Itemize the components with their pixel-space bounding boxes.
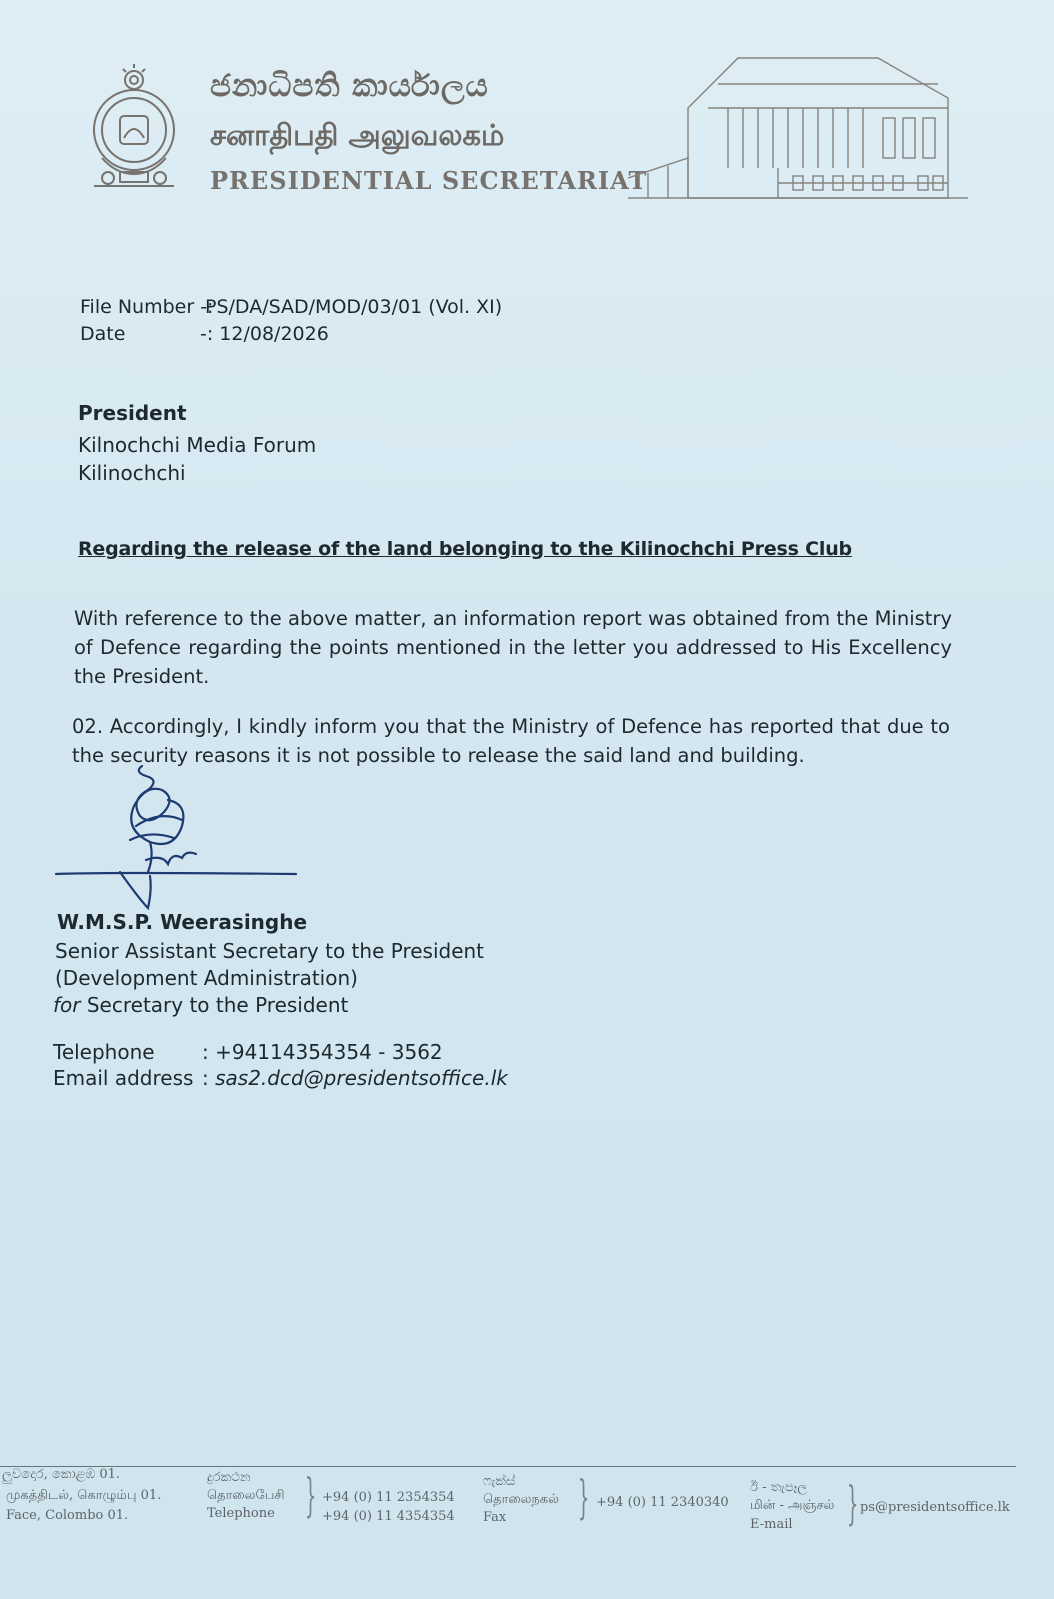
signatory-name: W.M.S.P. Weerasinghe xyxy=(57,910,308,934)
header-sinhala: ජනාධිපති කාර්යාලය xyxy=(210,68,489,104)
signatory-for-word: for xyxy=(53,993,81,1017)
signatory-title: Senior Assistant Secretary to the President xyxy=(55,939,485,963)
email-separator: : xyxy=(202,1066,216,1090)
footer-fax-english: Fax xyxy=(483,1510,507,1525)
footer-brace: } xyxy=(577,1470,590,1524)
footer-email-address[interactable]: ps@presidentsoffice.lk xyxy=(860,1500,1010,1515)
footer-telephone-number-1: +94 (0) 11 2354354 xyxy=(322,1490,455,1505)
addressee-title: President xyxy=(78,401,187,425)
telephone-value: : +94114354354 - 3562 xyxy=(202,1040,443,1064)
telephone-label: Telephone xyxy=(53,1040,155,1064)
footer-telephone-english: Telephone xyxy=(207,1506,275,1521)
footer-telephone-tamil: தொலைபேசி xyxy=(207,1488,285,1503)
footer-telephone-number-2: +94 (0) 11 4354354 xyxy=(322,1509,455,1524)
footer-telephone-sinhala: දුරකථන xyxy=(207,1470,251,1485)
addressee-city: Kilinochchi xyxy=(78,461,186,485)
footer-address-sinhala: ලුවදොර, කොළඹ 01. xyxy=(2,1467,121,1482)
date-value: -: 12/08/2026 xyxy=(200,323,329,345)
file-number-value: PS/DA/SAD/MOD/03/01 (Vol. XI) xyxy=(205,296,503,318)
footer-email-english: E-mail xyxy=(750,1517,793,1532)
body-paragraph-2: 02. Accordingly, I kindly inform you that the Ministry of Defence has reported that due to the security reasons it is not possible to release the said land and building. xyxy=(72,715,950,767)
addressee-organization: Kilnochchi Media Forum xyxy=(78,433,317,457)
file-number-label: File Number -: xyxy=(80,296,214,318)
footer-brace: } xyxy=(304,1468,317,1522)
footer-address-english: Face, Colombo 01. xyxy=(6,1508,129,1523)
signatory-division: (Development Administration) xyxy=(55,966,358,990)
date-label: Date xyxy=(80,323,126,345)
footer-email-sinhala: ඊ - තැපෑල xyxy=(750,1480,808,1495)
body-paragraph-1: With reference to the above matter, an information report was obtained from the Ministry of Defence regarding the points mentioned in the letter you addressed to His Excellency the President. xyxy=(74,607,952,688)
signatory-capacity xyxy=(53,993,348,1017)
footer-brace: } xyxy=(846,1476,859,1530)
footer-address-tamil: முகத்திடல், கொழும்பு 01. xyxy=(6,1488,162,1503)
parliament-building-icon xyxy=(628,48,968,208)
footer-fax-sinhala: ෆැක්ස් xyxy=(483,1474,516,1489)
footer-email-tamil: மின் - அஞ்சல் xyxy=(750,1498,835,1513)
email-label: Email address xyxy=(53,1066,194,1090)
letter-subject: Regarding the release of the land belonging to the Kilinochchi Press Club xyxy=(78,538,852,560)
sri-lanka-emblem-icon xyxy=(86,62,182,190)
footer-fax-tamil: தொலைநகல் xyxy=(483,1492,559,1507)
footer-fax-number: +94 (0) 11 2340340 xyxy=(596,1495,729,1510)
header-tamil: சனாதிபதி அலுவலகம் xyxy=(210,118,505,152)
header-english: PRESIDENTIAL SECRETARIAT xyxy=(210,166,648,195)
email-address-link[interactable]: sas2.dcd@presidentsoffice.lk xyxy=(215,1066,508,1090)
handwritten-signature xyxy=(50,760,320,910)
signatory-capacity-rest: Secretary to the President xyxy=(80,993,349,1017)
email-value xyxy=(202,1066,508,1090)
footer-divider xyxy=(0,1466,1016,1467)
